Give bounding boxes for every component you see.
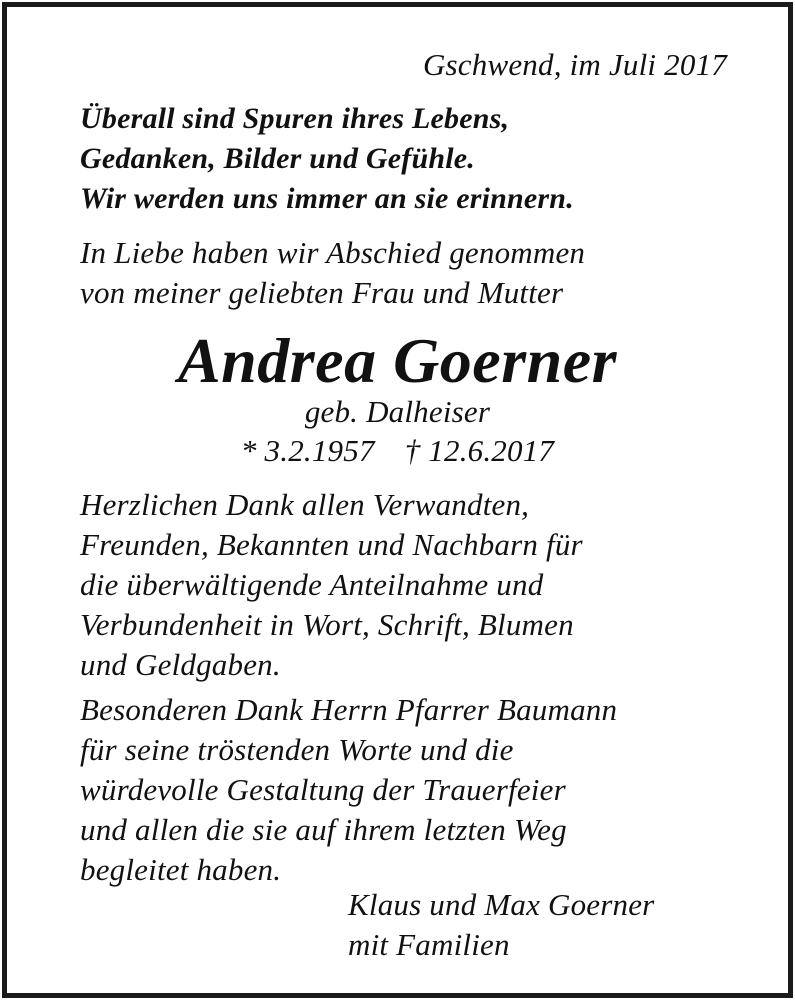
thanks-line: Besonderen Dank Herrn Pfarrer Baumann [80,692,618,727]
thanks-line: die überwältigende Anteilnahme und [80,567,544,602]
verse-line: Gedanken, Bilder und Gefühle. [80,142,475,175]
birth-name: geb. Dalheiser [304,394,491,429]
notice-border [2,2,793,998]
signature-line: mit Familien [348,927,510,962]
signature-line: Klaus und Max Goerner [348,887,655,922]
birth-date: * 3.2.1957 [240,433,375,468]
verse-line: Wir werden uns immer an sie erinnern. [80,182,574,215]
death-date: † 12.6.2017 [404,433,555,468]
thanks-general [80,485,583,685]
intro-line: von meiner geliebten Frau und Mutter [80,275,564,310]
verse-line: Überall sind Spuren ihres Lebens, [80,102,510,135]
deceased-name: Andrea Goerner [177,325,618,396]
thanks-line: und allen die sie auf ihrem letzten Weg [80,812,567,847]
signature [348,885,654,965]
thanks-line: Herzlichen Dank allen Verwandten, [80,487,530,522]
thanks-line: Verbundenheit in Wort, Schrift, Blumen [80,607,574,642]
farewell-intro [80,233,585,313]
thanks-special [80,690,617,890]
thanks-line: und Geldgaben. [80,647,281,682]
intro-line: In Liebe haben wir Abschied genommen [80,235,586,270]
thanks-line: Freunden, Bekannten und Nachbarn für [80,527,583,562]
thanks-line: begleitet haben. [80,852,282,887]
obituary-notice [7,7,788,993]
thanks-line: für seine tröstenden Worte und die [80,732,514,767]
life-dates [7,431,788,471]
thanks-line: würdevolle Gestaltung der Trauerfeier [80,772,566,807]
memorial-verse [80,99,574,219]
place-date: Gschwend, im Juli 2017 [422,47,727,82]
